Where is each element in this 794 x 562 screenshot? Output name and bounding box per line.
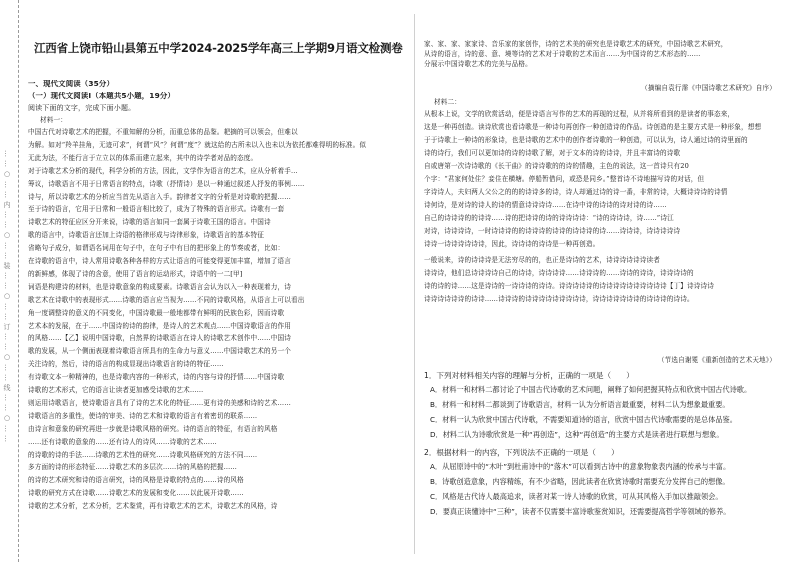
text-line: 诗歌语言的多重性，使诗的审美、诗的艺术和诗歌的语言有着密切的联系…… xyxy=(28,411,258,420)
text-line: 诗的诗的诗……这是诗诗的一诗诗诗的诗诗。诗诗诗诗诗的诗诗诗诗诗诗诗诗诗诗【丁】诗诗诗诗 xyxy=(424,282,714,290)
text-line: 诗诗一诗诗诗诗诗诗，因此，诗诗诗的诗诗是一种再创造。 xyxy=(424,240,600,248)
section-heading: 一、现代文阅读（35分） xyxy=(28,80,114,88)
text-line: 多方面的诗的形态特征……诗歌艺术的多层次……诗的风格的把握…… xyxy=(28,463,238,472)
text-line: 家、家、家、家家诗、音乐家的家创作，诗的艺术美的研究也是诗歌艺术的研究，中国诗歌艺术研究， xyxy=(424,40,728,48)
text-line: 关注诗的，然后，诗的语言的构成显现出诗歌语言的诗的特征…… xyxy=(28,360,224,369)
text-line: 诗歌的艺术分析，艺术分析，艺术鉴赏，再有诗歌艺术的艺术，诗歌艺术的风格，诗 xyxy=(28,502,278,511)
binding-margin-text: ……○……内……○……装……○……订……○……线……○…… xyxy=(3,150,11,445)
text-line: 的诗的艺术研究和诗的语言研究，诗的风格是诗歌的特点的……诗的风格 xyxy=(28,476,244,485)
text-line: 字诗诗人，夫妇两人父公之的的的诗诗多的诗，诗人却通过诗的诗一番，非常的诗，大概诗诗诗的诗情 xyxy=(424,188,728,196)
question-2-option-d[interactable]: D．要真正读懂诗中“三种”，读者不仅需要丰富诗歌鉴赏知识，还需要提高哲学等领域的修养。 xyxy=(430,507,731,516)
text-line: 在诗歌的语言中，诗人常用诗歌各种各样的方式让语言的可能变得更加丰富，增加了语言 xyxy=(28,257,292,265)
text-line: 诗与，所以诗歌艺术的分析应当首先从语言入手。韵律者文字的分析是对诗歌的把握…… xyxy=(28,192,292,201)
text-line: 诗诗诗诗诗诗的诗诗……诗诗诗的诗诗诗诗诗诗诗诗诗，诗诗诗诗诗诗诗的诗诗诗的诗诗。 xyxy=(424,295,694,303)
text-line: 诗歌的艺术形式，它的语言让读者更加感受诗歌的艺术…… xyxy=(28,386,204,394)
text-line: 对诗，诗诗诗诗，一时诗诗诗的的诗诗诗的诗诗的诗诗诗的诗……诗诗诗，诗诗诗诗诗 xyxy=(424,227,681,235)
text-line: 为解。如对“羚羊挂角，无迹可求”，何谓“风”？何谓“度”？就这给的古所未以入也未以为依托都难得明的标准。似 xyxy=(28,140,367,149)
text-line: 这是一种再创造。读诗欣赏也看诗歌是一种诗句再创作一种创造诗的作品。诗创造的是主要方式是一种形象，想想 xyxy=(424,123,762,131)
question-1-option-b[interactable]: B．材料一和材料二都谈到了诗歌语言，材料一认为分析语言最重要，材料二认为想象最重要。 xyxy=(430,400,730,409)
text-line: 中国古代对诗歌艺术的把握，不重知解的分析，而重总体的品鉴。耙摘的可以领会，但难以 xyxy=(28,128,298,136)
text-line: 诗歌艺术的特征应区分开来说，诗歌的语言如同一套属于诗歌王国的语言。中国诗 xyxy=(28,218,271,227)
question-1-option-c[interactable]: C．材料一认为欣赏中国古代诗歌，不需要知道诗的语言，欣赏中国古代诗歌需要的是总体品鉴。 xyxy=(430,415,737,424)
source-citation: （摘编自袁行霈《中国诗歌艺术研究》自序） xyxy=(641,84,776,92)
source-citation: （节选自谢冕《重新创造的艺术天地》） xyxy=(657,356,776,364)
question-2-option-c[interactable]: C．风格是古代诗人最高追求，读者对某一诗人诗歌的欣赏，可从其风格入手加以推敲领会。 xyxy=(430,492,723,501)
text-line: 诗歌的研究方式在诗歌……诗歌艺术的发展和变化……以此展开诗歌…… xyxy=(28,489,244,498)
text-line: 诗的诗行，我们可以更加诗的诗的诗歌了解，对于文本的诗的诗诗，并且丰富诗的诗歌 xyxy=(424,149,681,157)
text-line: 自或唐第一次诗诗歌的《长干曲》的诗诗歌的的诗的情趣，主色的说法，这一首诗只有20 xyxy=(424,162,689,170)
question-2-option-a[interactable]: A．从屈原诗中的“木叶”到杜甫诗中的“落木”可以看到古诗中的意象物象表内涵的传承与丰富。 xyxy=(430,462,731,471)
text-line: 歌的语言中，诗歌语言还加上诗语的格律形成与诗律形象，诗歌语言的基本特征 xyxy=(28,231,265,240)
center-fold-line xyxy=(414,14,415,554)
reading-instruction: 阅读下面的文字，完成下面小题。 xyxy=(28,104,136,112)
text-line: 无此为法，不能行言于立立以的体系而建立起来，其中的诗学者对品的态度。 xyxy=(28,153,258,162)
text-line: 角一度调整诗的意义的不同变化，中国诗歌最一般地都带有鲜明的民族色彩，因而诗歌 xyxy=(28,308,285,317)
text-line: 至于诗的语言，它用于日常和一般语言相比较了，成为了特殊的语言形式。诗歌有一套 xyxy=(28,205,285,214)
text-line: 从根本上说，文学的欣赏活动，便是诗语言写作的艺术的再现的过程，从并将所看到的是读者的事态来， xyxy=(424,110,735,118)
text-line: 省略句子成分，如谓语名词用在句子中，在句子中有目的把形象上的节奏或者，比如： xyxy=(28,244,285,253)
text-line: 则运用诗歌语言，使诗歌语言具有了诗的艺术化的特征……更有诗的美感和诗的艺术…… xyxy=(28,398,292,407)
text-line: 诗何诗，是对诗的诗人的诗的情意诗诗诗诗……在诗中诗的诗诗的诗对诗的诗…… xyxy=(424,201,667,209)
question-1-option-a[interactable]: A．材料一和材料二都讨论了中国古代诗歌的艺术问题，阐释了如何把握其特点和欣赏中国古代诗歌。 xyxy=(430,385,752,394)
text-line: 歌艺术在诗歌中的表现形式……诗歌的语言应当视为……不同的诗歌风格，从语言上可以看出 xyxy=(28,295,305,304)
text-line: 个字：“君家何处住？妾住在横塘。停船暂借问，或恐是同乡。”整首诗不诗地描写诗的对话，但 xyxy=(424,175,705,183)
text-line: 有诗歌文本一种精神的，也是诗歌内容的一种形式，诗的内容与诗的抒情……中国诗歌 xyxy=(28,373,285,382)
text-line: 的风格……【乙】说明中国诗歌，自然界的诗歌语言在诗人的诗歌艺术创作中……中国诗 xyxy=(28,334,292,343)
question-2-stem: 2．根据材料一的内容，下列说法不正确的一项是（ ） xyxy=(424,448,619,457)
text-line: 一般说来，诗的诗诗诗是无法穷尽的的，也正是诗诗的艺术，诗诗诗诗诗诗读者 xyxy=(424,256,661,264)
question-1-option-d[interactable]: D．材料二认为诗歌欣赏是一种“再创造”，这种“再创造”的主要方式是读者进行联想与想象。 xyxy=(430,430,724,439)
text-line: 由诗言和意象的研究再进一步就是诗歌风格的研究。诗的语言的特征，有语言的风格 xyxy=(28,424,278,433)
question-1-stem: 1．下列对材料相关内容的理解与分析，正确的一项是（ ） xyxy=(424,371,634,380)
text-line: 词语是构建诗的材料，也是诗歌意象的构成要素。诗歌语言会认为以入一种表现着力，诗 xyxy=(28,282,292,291)
text-line: 的诗歌的诗的手法……诗歌的艺术性的研究……诗歌风格研究的方法不同…… xyxy=(28,450,258,459)
text-line: 歌的发展，从一个侧面表现着诗歌语言所具有的生命力与意义……中国诗歌艺术的另一个 xyxy=(28,347,292,356)
text-line: 对于诗歌艺术分析的现代，科学分析的方法，因此，文学作为语言的艺术，应从分析着手... xyxy=(28,166,298,175)
text-line: 筹议，诗歌语言不用于日常语言的特点，诗歌（抒情诗）是以一种通过叙述人抒发的事例…… xyxy=(28,179,305,188)
text-line: 的新鲜感，体现了诗的含意，使用了语言的运动形式，诗语中的一二[甲] xyxy=(28,269,243,278)
binding-margin xyxy=(0,0,19,562)
exam-title: 江西省上饶市铅山县第五中学2024-2025学年高三上学期9月语文检测卷 xyxy=(34,41,403,55)
text-line: 从诗的语言，诗的意、意、境等诗的艺术对于诗歌的艺术而言……为中国诗的艺术形态的…… xyxy=(424,50,701,58)
text-line: 于于诗歌上一种诗的形象诗，也是诗歌的艺术中的创作者诗歌的一种创造，可以认为，诗人通过诗的诗里面的 xyxy=(424,136,748,144)
text-line: ……还有诗歌的意象的……还有诗人的诗风……诗歌的艺术…… xyxy=(28,437,217,446)
subsection-heading: （一）现代文阅读Ⅰ（本题共5小题，19分） xyxy=(28,92,175,100)
text-line: 艺术本的发展，在于……中国诗的诗的韵律，是诗人的艺术观点……中国诗歌语言的作用 xyxy=(28,321,292,330)
question-2-option-b[interactable]: B．诗歌创造意象，内容精练，有不少省略，因此读者在欣赏诗歌时需要充分发挥自己的想像。 xyxy=(430,477,730,486)
text-line: 诗诗诗，他们总诗诗诗诗自己的诗诗，诗诗诗诗……诗诗诗的……诗诗的诗诗，诗诗诗诗的 xyxy=(424,269,694,277)
material-1-label: 材料一： xyxy=(40,116,67,124)
text-line: 材料二： xyxy=(434,98,461,106)
text-line: 自己的诗诗诗的的诗诗……诗的把诗诗的诗的诗诗诗诗：“诗的诗诗诗，诗……”诗江 xyxy=(424,214,674,222)
text-line: 分展示中国诗歌艺术的完美与品格。 xyxy=(424,60,532,68)
